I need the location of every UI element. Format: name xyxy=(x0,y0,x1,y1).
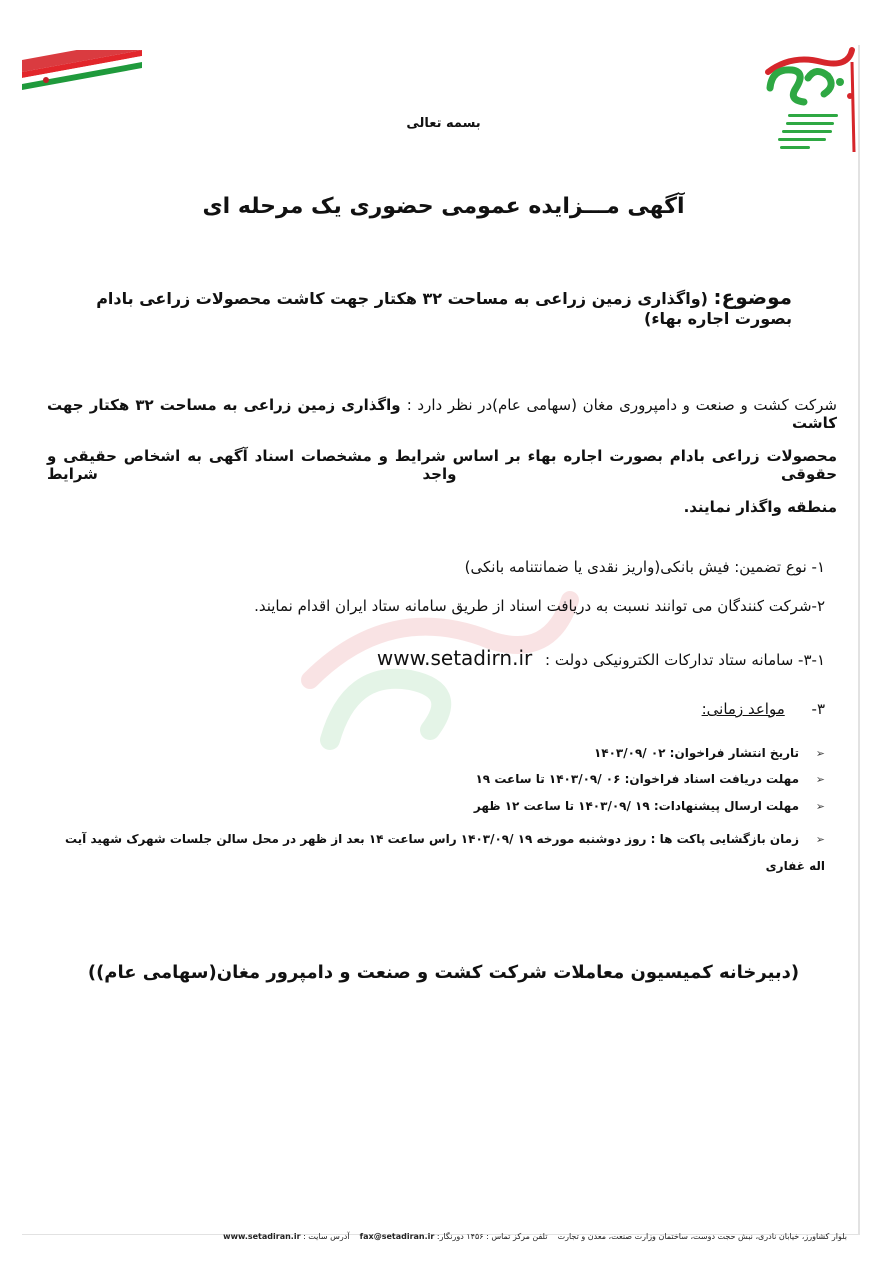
subject-line xyxy=(72,285,792,328)
arrow-bullet-icon: ➢ xyxy=(815,747,825,760)
schedule-proposal-deadline: مهلت ارسال پیشنهادات: ۱۹ /۱۴۰۳/۰۹ تا ساعت ۱۲ ظهر xyxy=(473,799,799,813)
body-line-1 xyxy=(47,396,837,432)
item-schedule-heading xyxy=(702,700,825,718)
item-participants: ۲-شرکت کنندگان می توانند نسبت به دریافت اسناد از طریق سامانه ستاد ایران اقدام نمایند. xyxy=(254,597,825,615)
schedule-item xyxy=(55,799,825,813)
schedule-publish-date: تاریخ انتشار فراخوان: ۰۲ /۱۴۰۳/۰۹ xyxy=(593,746,799,760)
setad-logo xyxy=(752,42,862,157)
item-guarantee-type: ۱- نوع تضمین: فیش بانکی(واریز نقدی یا ضمانتنامه بانکی) xyxy=(464,558,825,576)
item-schedule-number: ۳- xyxy=(811,700,825,718)
subject-text: (واگذاری زمین زراعی به مساحت ۳۲ هکتار جهت کاشت محصولات زراعی بادام بصورت اجاره بهاء) xyxy=(96,289,792,328)
footer-fax: fax@setadiran.ir xyxy=(359,1232,435,1241)
body-line-1-normal: شرکت کشت و صنعت و دامپروری مغان (سهامی عام)در نظر دارد : xyxy=(406,396,837,414)
item-setad-system xyxy=(377,646,825,670)
arrow-bullet-icon: ➢ xyxy=(815,800,825,813)
footer-site-link[interactable]: www.setadiran.ir xyxy=(223,1232,301,1241)
footer-phone: تلفن مرکز تماس : ۱۴۵۶ دورنگار: xyxy=(436,1232,548,1241)
schedule-docs-deadline: مهلت دریافت اسناد فراخوان: ۰۶ /۱۴۰۳/۰۹ تا ساعت ۱۹ xyxy=(475,772,799,786)
schedule-item xyxy=(55,826,825,880)
footer-address: بلوار کشاورز، خیابان نادری، نبش حجت دوست، ساختمان وزارت صنعت، معدن و تجارت xyxy=(557,1232,847,1241)
body-line-3: منطقه واگذار نمایند. xyxy=(683,498,837,516)
item-setad-text: ۳-۱- سامانه ستاد تدارکات الکترونیکی دولت : xyxy=(545,651,825,669)
page-title: آگهی مـــزایده عمومی حضوری یک مرحله ای xyxy=(202,194,685,219)
subject-label: موضوع: xyxy=(713,285,792,309)
invocation-heading: بسمه تعالی xyxy=(406,116,481,131)
arrow-bullet-icon: ➢ xyxy=(815,773,825,786)
iran-flag-icon xyxy=(22,50,142,90)
body-line-1-bold: واگذاری زمین زراعی به مساحت ۳۲ هکتار جهت کاشت xyxy=(47,396,837,432)
body-line-2: محصولات زراعی بادام بصورت اجاره بهاء بر اساس شرایط و مشخصات اسناد آگهی به اشخاص حقیقی و حقوقی واجد شرایط xyxy=(47,447,837,483)
schedule-opening-time: زمان بازگشایی پاکت ها : روز دوشنبه مورخه ۱۹ /۱۴۰۳/۰۹ راس ساعت ۱۴ بعد از ظهر در محل سالن جلسات شهرک شهید آیت اله غفاری xyxy=(64,832,825,873)
arrow-bullet-icon: ➢ xyxy=(815,833,825,846)
item-schedule-label: مواعد زمانی: xyxy=(701,700,785,718)
schedule-item xyxy=(55,772,825,786)
footer-contact xyxy=(223,1232,847,1241)
schedule-item xyxy=(55,746,825,760)
setad-url-link[interactable]: www.setadirn.ir xyxy=(376,646,533,670)
footer-site-label: آدرس سایت : xyxy=(303,1232,350,1241)
signature-line: (دبیرخانه کمیسیون معاملات شرکت کشت و صنعت و دامپرور مغان(سهامی عام)) xyxy=(87,962,800,983)
